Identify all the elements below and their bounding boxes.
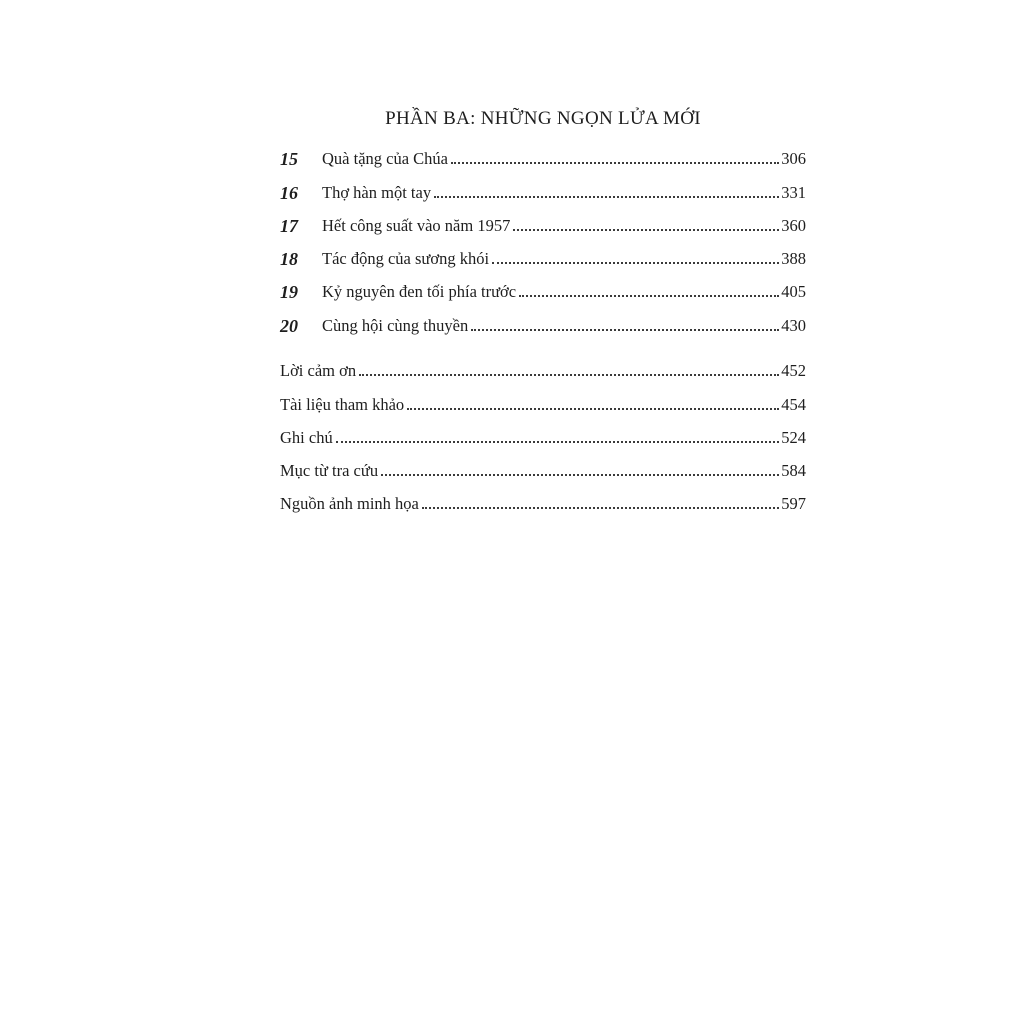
dot-leader — [359, 373, 779, 376]
entry-title: Nguồn ảnh minh họa — [280, 494, 419, 513]
chapter-number: 16 — [280, 183, 298, 203]
chapter-title: Quà tặng của Chúa — [322, 149, 448, 168]
dot-leader — [336, 440, 780, 443]
page-number: 597 — [781, 494, 806, 513]
chapter-title: Tác động của sương khói — [322, 249, 490, 268]
toc-entry-chapter-16 — [280, 179, 806, 203]
dot-leader — [451, 161, 779, 164]
dot-leader — [519, 294, 779, 297]
toc-entry-chapter-17 — [280, 212, 806, 236]
part-title: PHẦN BA: NHỮNG NGỌN LỬA MỚI — [385, 108, 701, 129]
toc-entry-chapter-18 — [280, 245, 806, 269]
chapter-number: 20 — [280, 316, 298, 336]
toc-entry-chapter-19 — [280, 278, 806, 302]
page-number: 524 — [781, 428, 806, 447]
page-number: 306 — [781, 149, 806, 168]
page-number: 584 — [781, 461, 806, 480]
page-number: 405 — [781, 282, 806, 301]
toc-entry-chapter-20 — [280, 312, 806, 336]
toc-entry-acknowledgements — [280, 357, 806, 381]
chapter-number: 17 — [280, 216, 298, 236]
dot-leader — [381, 473, 779, 476]
page-number: 452 — [781, 361, 806, 380]
chapter-title: Hết công suất vào năm 1957 — [322, 216, 511, 235]
chapter-title: Kỷ nguyên đen tối phía trước — [322, 282, 517, 301]
dot-leader — [434, 195, 779, 198]
page-number: 331 — [781, 183, 806, 202]
dot-leader — [513, 228, 779, 231]
page-number: 360 — [781, 216, 806, 235]
page-number: 454 — [781, 395, 806, 414]
dot-leader — [422, 506, 779, 509]
dot-leader — [407, 407, 779, 410]
chapter-number: 15 — [280, 149, 298, 169]
chapter-title: Cùng hội cùng thuyền — [322, 316, 469, 335]
page-number: 388 — [781, 249, 806, 268]
chapter-title: Thợ hàn một tay — [322, 183, 432, 202]
entry-title: Mục từ tra cứu — [280, 461, 379, 480]
page-number: 430 — [781, 316, 806, 335]
dot-leader — [471, 328, 779, 331]
toc-entry-notes — [280, 424, 806, 448]
entry-title: Tài liệu tham khảo — [280, 395, 405, 414]
chapter-number: 19 — [280, 282, 298, 302]
toc-entry-chapter-15 — [280, 145, 806, 169]
entry-title: Lời cảm ơn — [280, 361, 357, 380]
entry-title: Ghi chú — [280, 428, 333, 447]
chapter-number: 18 — [280, 249, 298, 269]
toc-entry-references — [280, 391, 806, 415]
toc-entry-illustration-sources — [280, 490, 806, 514]
dot-leader — [492, 261, 779, 264]
toc-entry-index — [280, 457, 806, 481]
